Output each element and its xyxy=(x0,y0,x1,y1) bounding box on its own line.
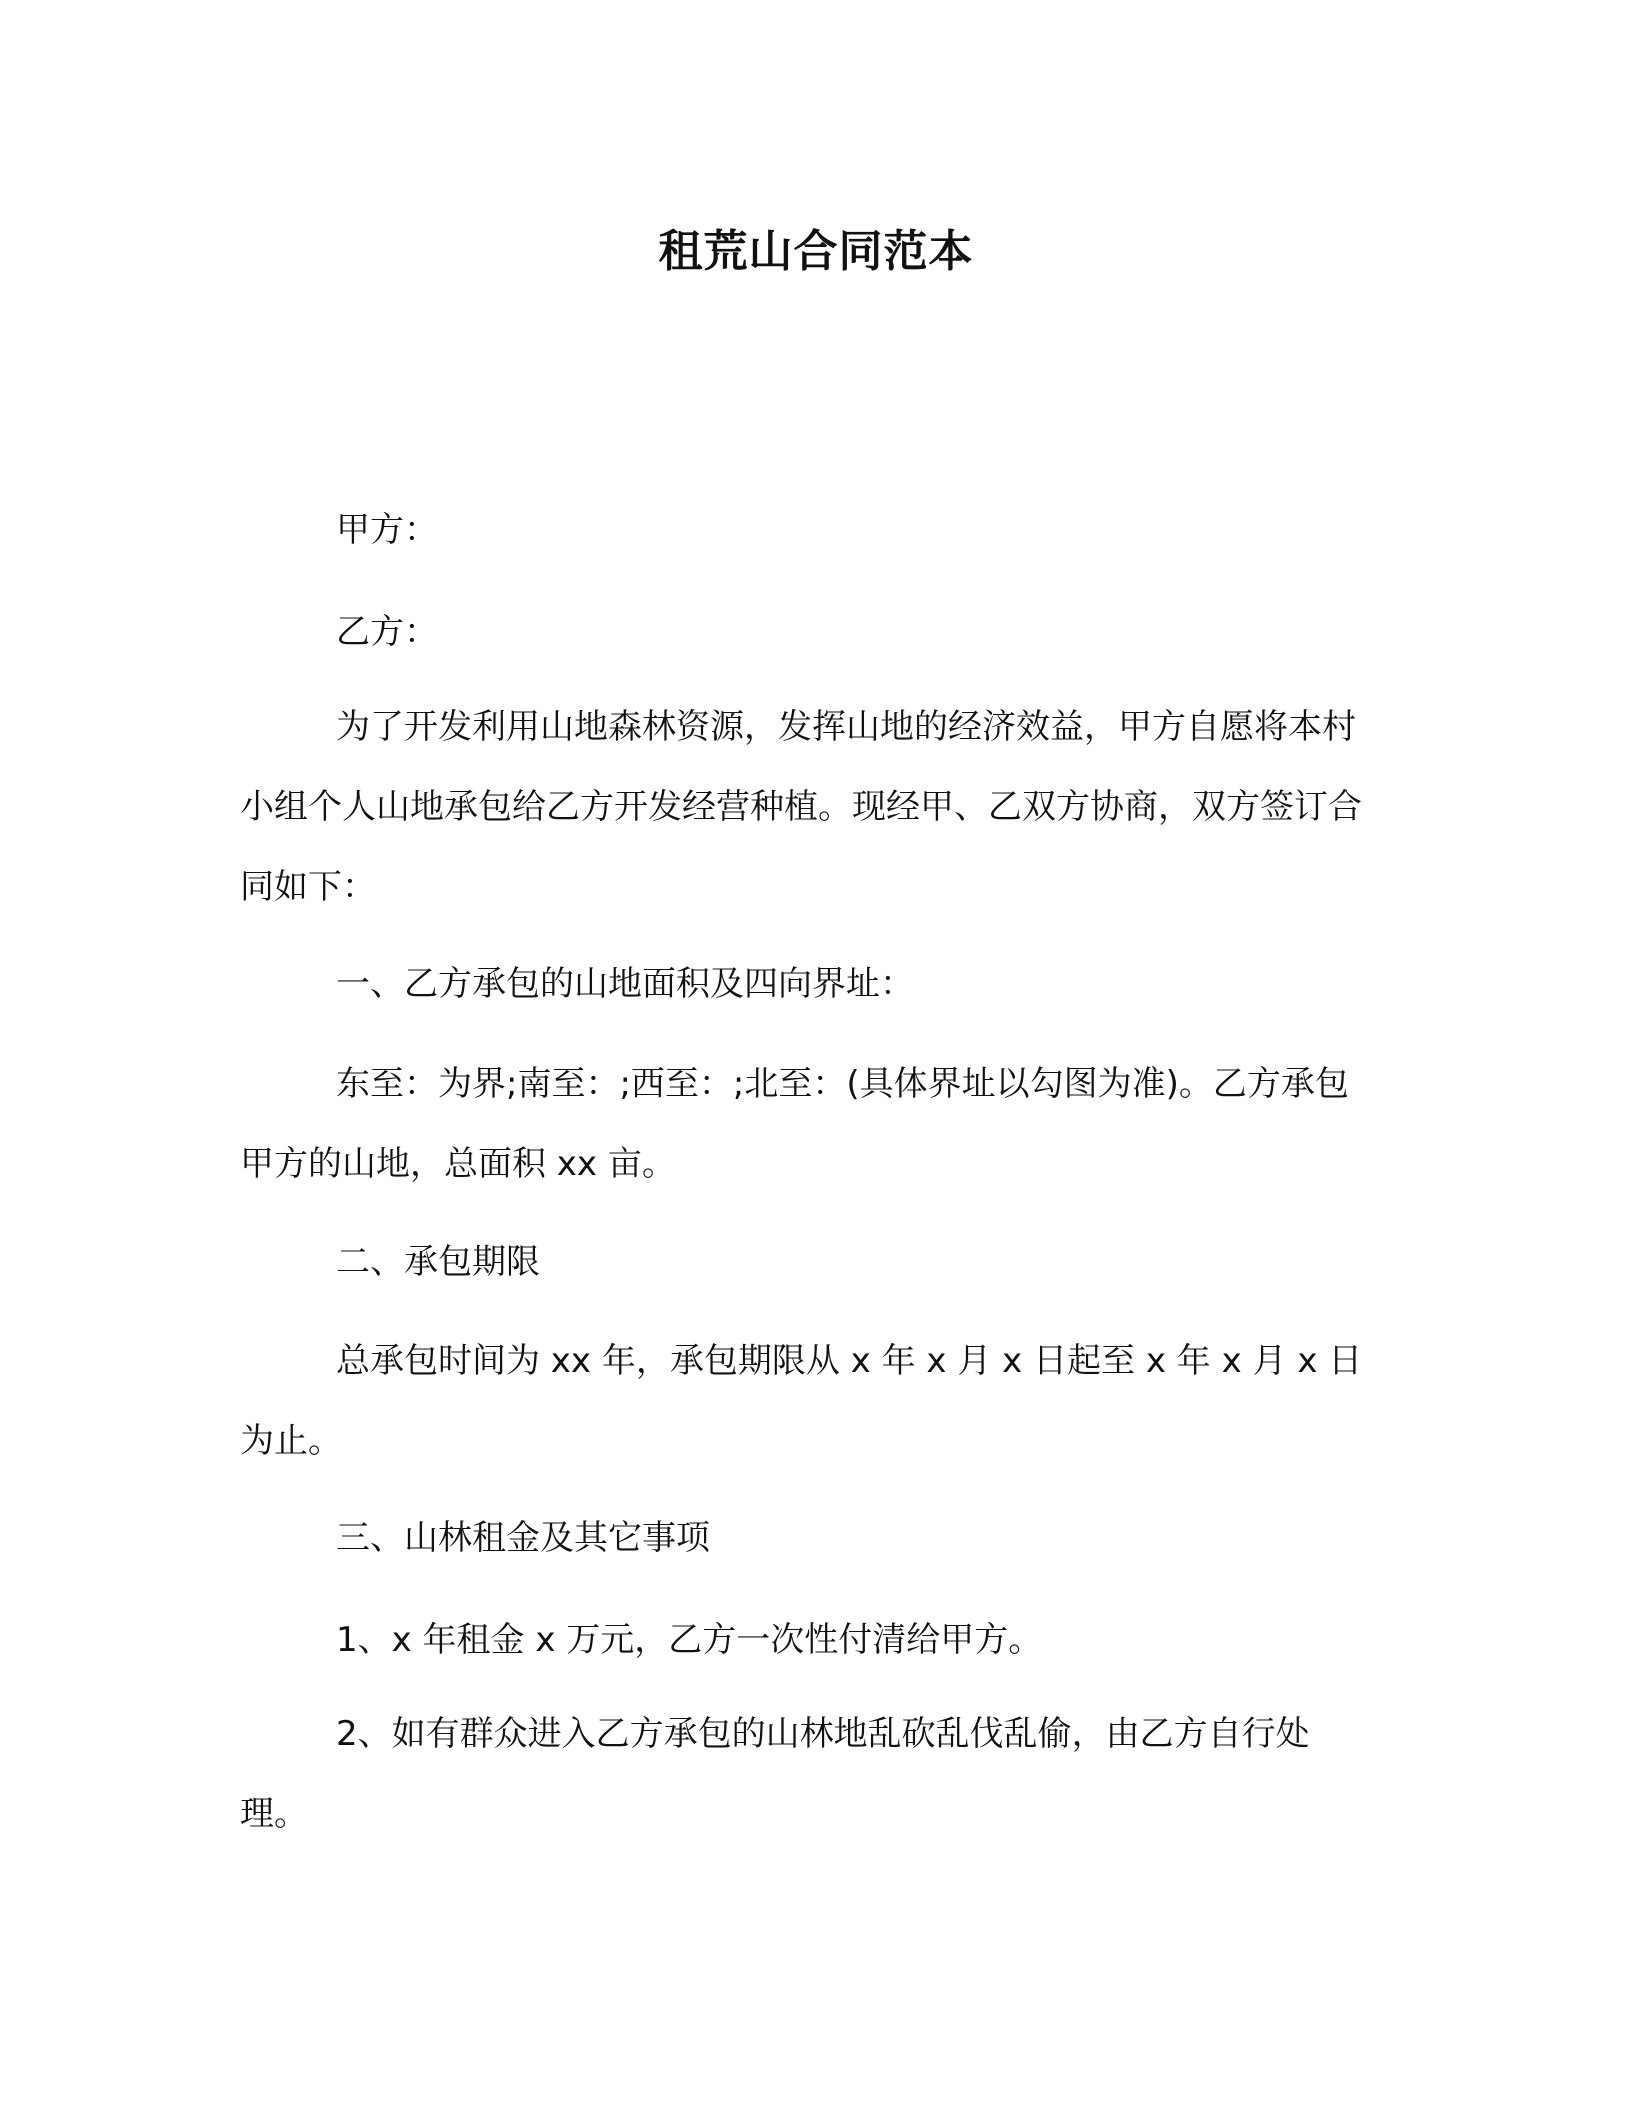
intro-paragraph: 为了开发利用山地森林资源，发挥山地的经济效益，甲方自愿将本村小组个人山地承包给乙方开发经营种植。现经甲、乙双方协商，双方签订合同如下： xyxy=(240,707,1362,907)
party-a-line: 甲方： xyxy=(336,510,438,550)
section-1-heading: 一、乙方承包的山地面积及四向界址： xyxy=(336,964,914,1004)
section-3-item-1: 1、x 年租金 x 万元，乙方一次性付清给甲方。 xyxy=(336,1620,1043,1660)
section-3-item-2: 2、如有群众进入乙方承包的山林地乱砍乱伐乱偷，由乙方自行处理。 xyxy=(240,1714,1310,1834)
document-title: 租荒山合同范本 xyxy=(658,226,974,277)
section-2-heading: 二、承包期限 xyxy=(336,1242,540,1282)
section-3-heading: 三、山林租金及其它事项 xyxy=(336,1518,710,1558)
section-2-body: 总承包时间为 xx 年，承包期限从 x 年 x 月 x 日起至 x 年 x 月 x 日为止。 xyxy=(240,1341,1363,1461)
party-b-line: 乙方： xyxy=(336,612,438,652)
section-1-body: 东至：为界;南至：;西至：;北至：(具体界址以勾图为准)。乙方承包甲方的山地，总面积 xx 亩。 xyxy=(240,1064,1349,1184)
